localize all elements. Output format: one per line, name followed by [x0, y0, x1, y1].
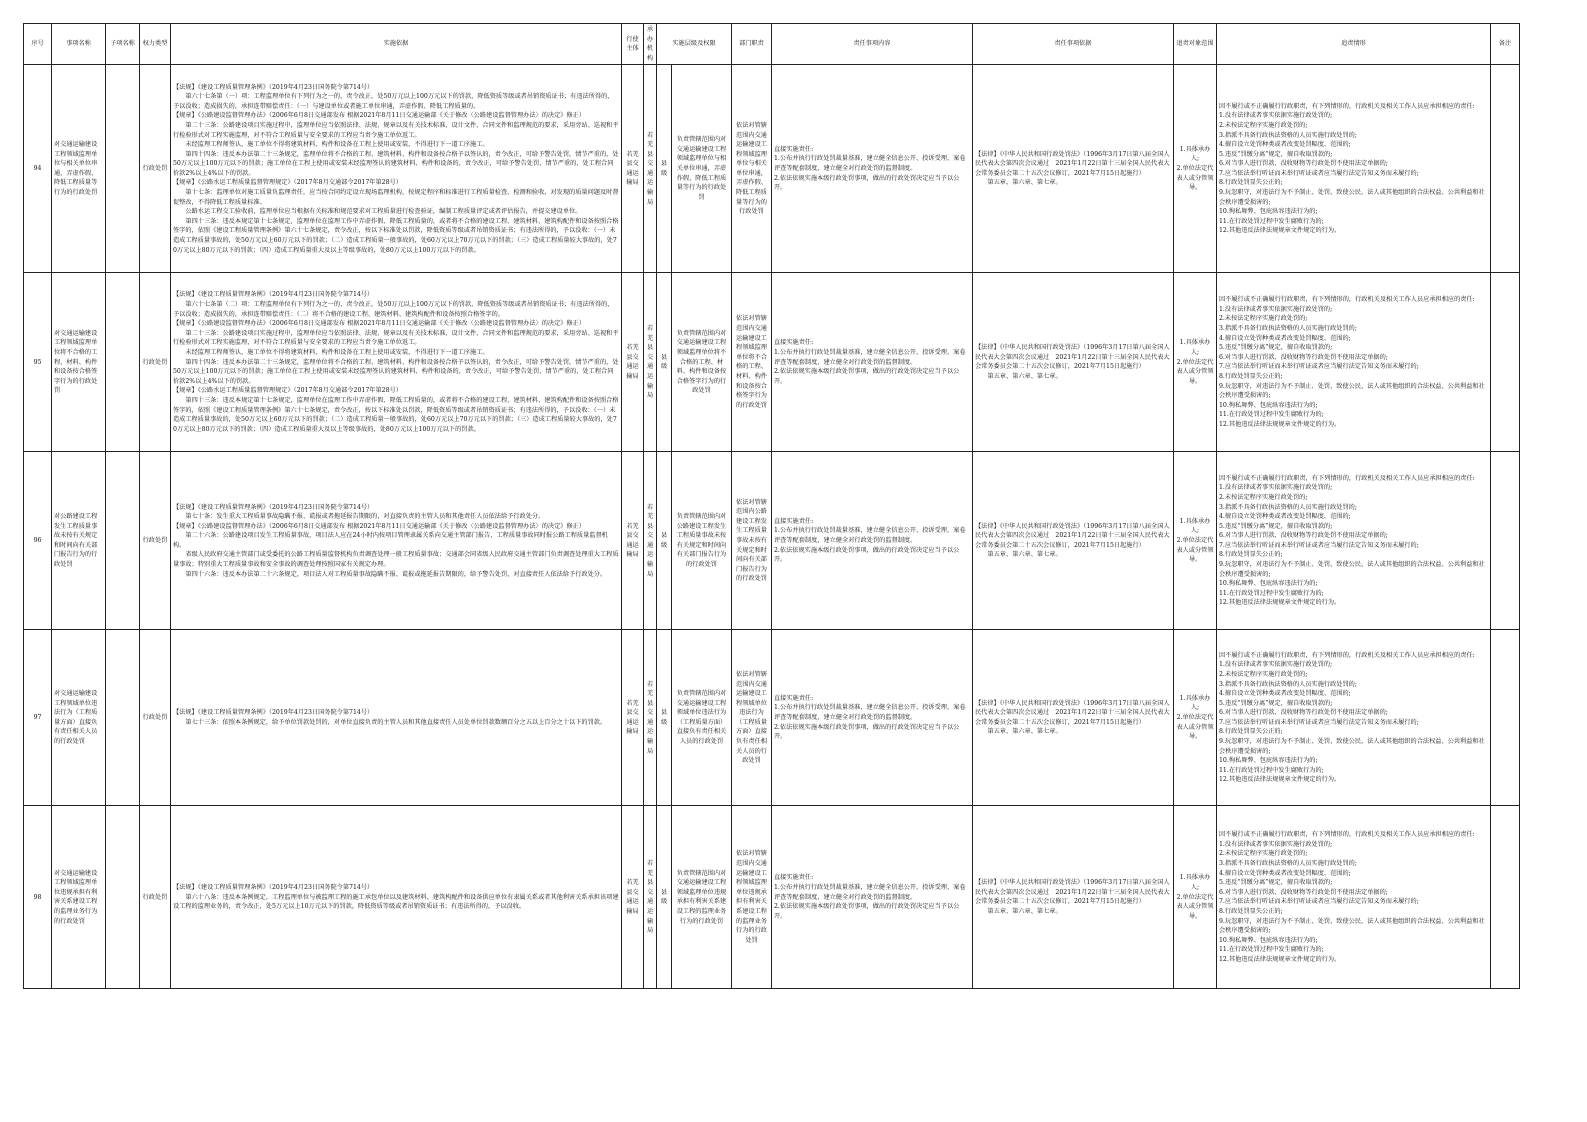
text-line: 6.对当事人进行罚款、没收财物等行政处罚不使用法定单据的; — [1219, 353, 1388, 361]
item-name-text: 对交通运输建设工程领域监理单位违规承担有利害关系建设工程的监理业务行为的行政处罚 — [54, 869, 98, 925]
text-line: 第五章、第六章、第七章。 — [987, 907, 1062, 915]
text-line: 3.指派不具备行政执法资格的人员实施行政处罚的; — [1219, 325, 1357, 332]
dept-duty-text: 依法对管辖范围内交通运输建设工程领域监理单位违规承担有利害关系建设工程的监理业务行为的行政处罚 — [736, 850, 767, 944]
text-line: 9.玩忽职守，对违法行为不予制止、处罚，致使公民、法人或其他组织的合法权益、公共利益和社会秩序遭受损害的; — [1219, 917, 1485, 935]
text-line: 【规章】《公路水运工程质量监督管理规定》（2017年8月交通部令2017年第28号） — [173, 387, 402, 395]
text-line: 1.具体承办人; — [1179, 339, 1211, 356]
text-line: 1.具体承办人; — [1179, 874, 1211, 891]
accountability-scope — [1174, 806, 1217, 989]
dept-duty — [732, 806, 772, 989]
text-line: 直接实施责任: — [774, 517, 814, 525]
item-name — [52, 273, 106, 452]
level-scope — [672, 806, 732, 989]
table-row — [24, 273, 1520, 452]
text-line: 6.对当事人进行罚款、没收财物等行政处罚不使用法定单据的; — [1219, 709, 1388, 717]
accountability-cases — [1217, 630, 1491, 806]
accountability-scope — [1174, 630, 1217, 806]
row-number — [24, 65, 52, 273]
subject-text: 若羌县交通运输局 — [626, 344, 639, 380]
subject-text: 若羌县交通运输局 — [626, 150, 639, 187]
text-line: 2.未按法定程序实施行政处罚的; — [1219, 850, 1308, 858]
text-line: 【法律】《中华人民共和国行政处罚法》（1996年3月17日第八届全国人民代表大会第四次会议通过 2021年1月22日第十三届全国人民代表大会常务委员会第二十五次会议修订，2021年7月15日起施行） — [975, 879, 1170, 906]
duty-basis — [973, 452, 1174, 630]
duty-content — [772, 452, 973, 630]
text-line: 4.擅自设立处罚种类或者改变处罚幅度、范围的; — [1219, 869, 1351, 877]
text-line: 8.行政处罚显失公正的; — [1219, 907, 1283, 915]
text-line: 直接实施责任: — [774, 694, 814, 702]
level-scope — [672, 630, 732, 806]
text-line: 第二十六条：公路建设项目发生工程质量事故，项目法人应在24小时内按项目管理隶属关系向交通主管部门报告，工程质量事故同时报公路工程质量监督机构。 — [173, 532, 608, 549]
text-line: 直接实施责任: — [774, 339, 814, 347]
accountability-scope — [1174, 273, 1217, 452]
text-line: 第五章、第六章、第七章。 — [987, 372, 1062, 380]
text-line: 因不履行或不正确履行行政职责，有下列情形的，行政机关及相关工作人员应承担相应的责任: — [1219, 296, 1475, 304]
text-line: 11.在行政处罚过程中发生腐败行为的; — [1219, 766, 1324, 774]
subject — [622, 452, 644, 630]
text-line: 9.玩忽职守，对违法行为不予制止、处罚，致使公民、法人或其他组织的合法权益、公共利益和社会秩序遭受损害的; — [1219, 561, 1485, 578]
text-line: 2.依法依规实施本级行政处罚事项，做出的行政处罚决定应当予以公开。 — [774, 546, 960, 564]
text-line: 12.其他违反法律法规规章文件规定的行为。 — [1219, 599, 1341, 607]
remark — [1491, 806, 1520, 989]
text-line: 【法规】《建设工程质量管理条例》（2019年4月23日国务院令第714号） — [173, 503, 374, 511]
text-line: 1.没有法律或者事实依据实施行政处罚的; — [1219, 112, 1333, 120]
row-number — [24, 630, 52, 806]
text-line: 3.指派不具备行政执法资格的人员实施行政处罚的; — [1219, 503, 1357, 511]
item-name-text: 对交通运输建设工程领域监理单位与相关单位串通，弄虚作假、降低工程质量等行为的行政处罚 — [54, 141, 98, 197]
text-line: 4.擅自设立处罚种类或者改变处罚幅度、范围的; — [1219, 690, 1351, 698]
text-line: 【法规】《建设工程质量管理条例》（2019年4月23日国务院令第714号） — [173, 291, 374, 299]
accountability-cases — [1217, 452, 1491, 630]
level-scope-text: 负责管辖范围内对交通运输建设工程领域监理单位违规承担有利害关系建设工程的监理业务行为的行政处罚 — [676, 869, 727, 925]
duty-content — [772, 273, 973, 452]
text-line: 【法规】《建设工程质量管理条例》（2019年4月23日国务院令第714号） — [173, 83, 374, 91]
text-line: 10.徇私舞弊、包庇纵容违法行为的; — [1219, 757, 1318, 765]
remark — [1491, 65, 1520, 273]
level-scope-text: 负责管辖范围内对交通运输建设工程领域单位违法行为（工程质量方面）直接负有责任相关人员的行政处罚 — [676, 690, 727, 746]
text-line: 省级人民政府交通主管部门或受委托的公路工程质量监督机构负责调查处理一般工程质量事故；交通部会同省级人民政府交通主管部门负责调查处理重大工程质量事故；特别重大工程质量事故和安全事故的调查处理按照国家有关规定办理。 — [173, 551, 619, 569]
power-type-text: 行政处罚 — [142, 358, 168, 366]
org — [644, 273, 657, 452]
text-line: 2.未按法定程序实施行政处罚的; — [1219, 315, 1308, 323]
text-line: 因不履行或不正确履行行政职责，有下列情形的，行政机关及相关工作人员应承担相应的责任: — [1219, 474, 1475, 482]
text-line: 7.应当依法举行听证而未举行听证或者应当履行法定告知义务而未履行的; — [1219, 363, 1419, 371]
text-line: 第四十四条：违反本办法第二十三条规定，监理单位将不合格的工程、建筑材料、构件和设备按合格予以签认的，责令改正，可给予警告处罚，情节严重的，处50万元以上100万元以下的罚款；施工单位在工程上使用或安装未经监理签认的建筑材料、构件和设备的，责令改正，可给予警告处罚，情节严重的，处工程合同价款2%以上4%以下的罚款。 — [173, 150, 619, 177]
power-type — [140, 65, 171, 273]
text-line: 9.玩忽职守，对违法行为不予制止、处罚，致使公民、法人或其他组织的合法权益、公共利益和社会秩序遭受损害的; — [1219, 382, 1485, 400]
text-line: 4.擅自设立处罚种类或者改变处罚幅度、范围的; — [1219, 141, 1351, 149]
item-name — [52, 452, 106, 630]
text-line: 第六十七条第（二）项：工程监理单位有下列行为之一的，责令改正，处50万元以上100万元以下的罚款，降低资质等级或者吊销资质证书；有违法所得的，予以没收；造成损失的，承担连带赔偿责任：（二）将不合格的建设工程、建筑材料、建筑构配件和设备按照合格签字的。 — [173, 301, 614, 318]
text-line: 因不履行或不正确履行行政职责，有下列情形的，行政机关及相关工作人员应承担相应的责任: — [1219, 651, 1475, 659]
text-line: 12.其他违反法律法规规章文件规定的行为。 — [1219, 420, 1341, 428]
header-duty-basis: 责任事项依据 — [973, 24, 1174, 65]
header-remark: 备注 — [1491, 24, 1520, 65]
subitem-name — [106, 806, 140, 989]
text-line: 【规章】《公路建设监督管理办法》（2006年6月8日交通部发布 根据2021年8月11日交通运输部《关于修改〈公路建设监督管理办法〉的决定》修正） — [173, 522, 586, 530]
table-row — [24, 65, 1520, 273]
text-line: 8.行政处罚显失公正的; — [1219, 551, 1283, 559]
row-number-text: 96 — [33, 537, 42, 545]
subitem-name — [106, 65, 140, 273]
header-duty-content: 责任事项内容 — [772, 24, 973, 65]
text-line: 7.应当依法举行听证而未举行听证或者应当履行法定告知义务而未履行的; — [1219, 169, 1419, 177]
text-line: 2.未按法定程序实施行政处罚的; — [1219, 670, 1308, 678]
power-type — [140, 452, 171, 630]
text-line: 2.未按法定程序实施行政处罚的; — [1219, 121, 1308, 129]
text-line: 12.其他违反法律法规规章文件规定的行为。 — [1219, 776, 1341, 784]
text-line: 3.指派不具备行政执法资格的人员实施行政处罚的; — [1219, 131, 1357, 139]
org-text: 若羌县交通运输局 — [647, 131, 654, 206]
text-line: 5.违反“罚缴分离”规定，擅自收取罚款的; — [1219, 879, 1333, 887]
row-number — [24, 806, 52, 989]
dept-duty-text: 依法对管辖范围内公路建设工程发生工程质量事故未按有关规定和时间向有关部门报告行为的行政处罚 — [736, 498, 767, 583]
text-line: 1.公布并执行行政处罚裁量基准，建立健全信息公开、投诉受理、案卷评查等配套制度，建立健全对行政处罚的监督制度。 — [774, 155, 966, 173]
subject-text: 若羌县交通运输局 — [626, 522, 639, 559]
text-line: 第四十三条：违反本规定第十七条规定，监理单位在监理工作中弄虚作假、降低工程质量的，或者将不合格的建设工程、建筑材料、建筑构配件和设备按照合格签字的，依照《建设工程质量管理条例》第六十七条规定，责令改正，按以下标准处以罚款，降低资质等级或者吊销资质证书；有违法所得的，予以没收：（一）未造成工程质量事故的，处50万元以上60万元以下的罚款；（二）造成工程质量一般事故的，处60万元以上70万元以下的罚款；（三）造成工程质量较大事故的，处70万元以上80万元以下的罚款；（四）造成工程质量重大及以上等级事故的，处80万元以上100万元以下的罚款。 — [173, 396, 619, 433]
item-name — [52, 630, 106, 806]
text-line: 2.单位法定代表人或分管领导。 — [1176, 358, 1214, 385]
text-line: 【法律】《中华人民共和国行政处罚法》（1996年3月17日第八届全国人民代表大会第四次会议通过 2021年1月22日第十三届全国人民代表大会常务委员会第二十五次会议修订，2021年7月15日起施行） — [975, 150, 1170, 177]
text-line: 直接实施责任: — [774, 145, 814, 153]
text-line: 11.在行政处罚过程中发生腐败行为的; — [1219, 411, 1324, 419]
text-line: 11.在行政处罚过程中发生腐败行为的; — [1219, 946, 1324, 954]
power-type-text: 行政处罚 — [142, 893, 168, 901]
text-line: 9.玩忽职守，对违法行为不予制止、处罚，致使公民、法人或其他组织的合法权益、公共利益和社会秩序遭受损害的; — [1219, 189, 1485, 206]
header-subject: 行使主体 — [622, 24, 644, 65]
table-row — [24, 452, 1520, 630]
text-line: 1.没有法律或者事实依据实施行政处罚的; — [1219, 661, 1333, 669]
text-line: 2.依法依规实施本级行政处罚事项，做出的行政处罚决定应当予以公开。 — [774, 723, 960, 741]
text-line: 第七十三条：依照本条例规定，给予单位罚款处罚的，对单位直接负责的主管人员和其他直接责任人员处单位罚款数额百分之五以上百分之十以下的罚款。 — [185, 718, 607, 726]
text-line: 因不履行或不正确履行行政职责，有下列情形的，行政机关及相关工作人员应承担相应的责任: — [1219, 831, 1475, 839]
text-line: 第六十八条：违反本条例规定，工程监理单位与被监理工程的施工承包单位以及建筑材料、建筑构配件和设备供应单位有隶属关系或者其他利害关系承担该项建设工程的监理业务的，责令改正，处5万元以上10万元以下的罚款，降低资质等级或者吊销资质证书；有违法所得的，予以没收。 — [173, 893, 619, 911]
text-line: 1.公布并执行行政处罚裁量基准，建立健全信息公开、投诉受理、案卷评查等配套制度，建立健全对行政处罚的监督制度。 — [774, 527, 966, 545]
level-scope — [672, 273, 732, 452]
text-line: 10.徇私舞弊、包庇纵容违法行为的; — [1219, 401, 1318, 409]
text-line: 【法律】《中华人民共和国行政处罚法》（1996年3月17日第八届全国人民代表大会第四次会议通过 2021年1月22日第十三届全国人民代表大会常务委员会第二十五次会议修订，2021年7月15日起施行） — [975, 699, 1170, 726]
text-line: 第五章、第六章、第七章。 — [987, 551, 1062, 559]
text-line: 12.其他违反法律法规规章文件规定的行为。 — [1219, 955, 1341, 963]
text-line: 2.单位法定代表人或分管领导。 — [1176, 165, 1214, 192]
text-line: 【规章】《公路建设监督管理办法》（2006年6月8日交通部发布 根据2021年8月11日交通运输部《关于修改〈公路建设监督管理办法〉的决定》修正） — [173, 112, 586, 120]
level-text: 县级 — [661, 709, 668, 726]
power-type-text: 行政处罚 — [142, 165, 168, 173]
subject — [622, 65, 644, 273]
text-line: 第四十三条：违反本规定第十七条规定，监理单位在监理工作中弄虚作假、降低工程质量的，或者将不合格的建设工程、建筑材料、建筑构配件和设备按照合格签字的，依照《建设工程质量管理条例》第六十七条规定，责令改正，按以下标准处以罚款，降低资质等级或者吊销资质证书；有违法所得的，予以没收：（一）未造成工程质量事故的，处50万元以上60万元以下的罚款；（二）造成工程质量一般事故的，处60万元以上70万元以下的罚款；（三）造成工程质量较大事故的，处70万元以上80万元以下的罚款；（四）造成工程质量重大及以上等级事故的，处80万元以上100万元以下的罚款。 — [173, 217, 619, 254]
basis — [171, 630, 622, 806]
text-line: 直接实施责任: — [774, 874, 814, 882]
level-scope-text: 负责管辖范围内对交通运输建设工程领域监理单位与相关单位串通，弄虚作假、降低工程质量等行为的行政处罚 — [676, 136, 727, 201]
org-text: 若羌县交通运输局 — [647, 503, 654, 578]
subject — [622, 273, 644, 452]
accountability-cases — [1217, 273, 1491, 452]
basis — [171, 452, 622, 630]
duty-content — [772, 806, 973, 989]
header-row — [24, 24, 1520, 65]
level-text: 县级 — [661, 888, 668, 906]
header-no: 序号 — [24, 24, 52, 65]
level — [657, 630, 672, 806]
dept-duty-text: 依法对管辖范围内交通运输建设工程领域单位违法行为（工程质量方面）直接负有责任相关人员的行政处罚 — [736, 670, 767, 765]
dept-duty-text: 依法对管辖范围内交通运输建设工程领域监理单位将不合格的工程、材料、构件和设备按合格签字行为的行政处罚 — [736, 315, 767, 409]
accountability-scope — [1174, 65, 1217, 273]
level-text: 县级 — [661, 160, 668, 177]
text-line: 10.徇私舞弊、包庇纵容违法行为的; — [1219, 936, 1318, 944]
org-text: 若羌县交通运输局 — [647, 680, 654, 755]
dept-duty-text: 依法对管辖范围内交通运输建设工程领域监理单位与相关单位串通，弄虚作假、降低工程质量等行为的行政处罚 — [736, 121, 767, 216]
text-line: 第五章、第六章、第七章。 — [987, 728, 1062, 736]
header-org: 承办机构 — [644, 24, 657, 65]
text-line: 【规章】《公路建设监督管理办法》（2006年6月8日交通部发布 根据2021年8月11日交通运输部《关于修改〈公路建设监督管理办法〉的决定》修正） — [173, 320, 586, 328]
row-number — [24, 452, 52, 630]
header-cases: 追责情形 — [1217, 24, 1491, 65]
text-line: 1.没有法律或者事实依据实施行政处罚的; — [1219, 484, 1333, 492]
basis — [171, 806, 622, 989]
text-line: 2.单位法定代表人或分管领导。 — [1176, 714, 1214, 741]
text-line: 7.应当依法举行听证而未举行听证或者应当履行法定告知义务而未履行的; — [1219, 718, 1419, 726]
text-line: 5.违反“罚缴分离”规定，擅自收取罚款的; — [1219, 699, 1333, 707]
org — [644, 65, 657, 273]
text-line: 5.违反“罚缴分离”规定，擅自收取罚款的; — [1219, 150, 1333, 158]
text-line: 1.具体承办人; — [1179, 145, 1211, 163]
subject-text: 若羌县交通运输局 — [626, 879, 639, 915]
text-line: 1.没有法律或者事实依据实施行政处罚的; — [1219, 305, 1333, 313]
remark — [1491, 630, 1520, 806]
text-line: 7.应当依法举行听证而未举行听证或者应当履行法定告知义务而未履行的; — [1219, 541, 1419, 549]
duty-content — [772, 630, 973, 806]
header-dept-duty: 部门职责 — [732, 24, 772, 65]
subject-text: 若羌县交通运输局 — [626, 699, 639, 736]
responsibility-table — [23, 23, 1520, 989]
text-line: 1.具体承办人; — [1179, 694, 1211, 712]
level-text: 县级 — [661, 353, 668, 371]
row-number-text: 95 — [33, 358, 42, 366]
text-line: 第六十七条第（一）项：工程监理单位有下列行为之一的，责令改正，处50万元以上100万元以下的罚款，降低资质等级或者吊销资质证书；有违法所得的，予以没收；造成损失的，承担连带赔偿责任：（一）与建设单位或者施工单位串通，弄虚作假、降低工程质量的。 — [173, 93, 614, 110]
remark — [1491, 452, 1520, 630]
text-line: 第四十四条：违反本办法第二十三条规定，监理单位将不合格的工程、建筑材料、构件和设备按合格予以签认的，责令改正，可给予警告处罚，情节严重的，处50万元以上100万元以下的罚款；施工单位在工程上使用或安装未经监理签认的建筑材料、构件和设备的，责令改正，可给予警告处罚，情节严重的，处工程合同价款2%以上4%以下的罚款。 — [173, 358, 619, 385]
power-type-text: 行政处罚 — [142, 537, 168, 545]
text-line: 【法规】《建设工程质量管理条例》（2019年4月23日国务院令第714号） — [173, 883, 374, 891]
item-name — [52, 806, 106, 989]
duty-basis — [973, 630, 1174, 806]
text-line: 2.依法依规实施本级行政处罚事项，做出的行政处罚决定应当予以公开。 — [774, 368, 960, 385]
text-line: 4.擅自设立处罚种类或者改变处罚幅度、范围的; — [1219, 513, 1351, 521]
header-scope: 追责对象范围 — [1174, 24, 1217, 65]
accountability-cases — [1217, 806, 1491, 989]
dept-duty — [732, 65, 772, 273]
text-line: 8.行政处罚显失公正的; — [1219, 728, 1283, 736]
text-line: 1.公布并执行行政处罚裁量基准，建立健全信息公开、投诉受理、案卷评查等配套制度，建立健全对行政处罚的监督制度。 — [774, 883, 966, 901]
text-line: 6.对当事人进行罚款、没收财物等行政处罚不使用法定单据的; — [1219, 532, 1388, 540]
text-line: 8.行政处罚显失公正的; — [1219, 372, 1283, 380]
text-line: 6.对当事人进行罚款、没收财物等行政处罚不使用法定单据的; — [1219, 888, 1388, 896]
dept-duty — [732, 630, 772, 806]
power-type — [140, 273, 171, 452]
power-type-text: 行政处罚 — [142, 714, 168, 722]
row-number-text: 94 — [33, 165, 42, 173]
basis — [171, 273, 622, 452]
duty-basis — [973, 806, 1174, 989]
duty-basis — [973, 65, 1174, 273]
text-line: 10.徇私舞弊、包庇纵容违法行为的; — [1219, 580, 1318, 588]
text-line: 1.没有法律或者事实依据实施行政处罚的; — [1219, 840, 1333, 848]
org-text: 若羌县交通运输局 — [647, 860, 654, 935]
text-line: 7.应当依法举行听证而未举行听证或者应当履行法定告知义务而未履行的; — [1219, 898, 1419, 906]
text-line: 未经监理工程师签认，施工单位不得将建筑材料、构件和设备在工程上使用或安装，不得进行下一道工序施工。 — [185, 141, 489, 149]
text-line: 公路水运工程交工验收前，监理单位应当根据有关标准和规范要求对工程质量进行检查验证，编制工程质量评定或者评估报告，并提交建设单位。 — [185, 208, 582, 216]
subitem-name — [106, 452, 140, 630]
level — [657, 452, 672, 630]
accountability-scope — [1174, 452, 1217, 630]
org — [644, 630, 657, 806]
row-number-text: 98 — [33, 893, 42, 901]
level-scope — [672, 65, 732, 273]
level-scope-text: 负责管辖范围内对公路建设工程发生工程质量事故未按有关规定和时间向有关部门报告行为的行政处罚 — [676, 513, 727, 569]
text-line: 1.公布并执行行政处罚裁量基准，建立健全信息公开、投诉受理、案卷评查等配套制度，建立健全对行政处罚的监督制度。 — [774, 348, 966, 366]
text-line: 8.行政处罚显失公正的; — [1219, 179, 1283, 187]
subject — [622, 630, 644, 806]
text-line: 第七十条：发生重大工程质量事故隐瞒不报、谎报或者拖延报告期限的，对直接负责的主管人员和其他责任人员依法给予行政处分。 — [185, 513, 545, 521]
org — [644, 452, 657, 630]
item-name-text: 对交通运输建设工程领域单位违法行为（工程质量方面）直接负有责任相关人员的行政处罚 — [54, 690, 98, 746]
header-subitem: 子项名称 — [106, 24, 140, 65]
table-row — [24, 806, 1520, 989]
level-text: 县级 — [661, 532, 668, 549]
text-line: 第二十三条：公路建设项目实施过程中，监理单位应当依照法律、法规、规章以及有关技术标准、设计文件、合同文件和监理规范的要求，采用旁站、巡视和平行检验形式对工程实施监理，对不符合工程质量与安全要求的工程应当责令施工单位返工。 — [173, 121, 619, 139]
text-line: 2.单位法定代表人或分管领导。 — [1176, 537, 1214, 564]
text-line: 11.在行政处罚过程中发生腐败行为的; — [1219, 589, 1324, 597]
level — [657, 806, 672, 989]
org — [644, 806, 657, 989]
remark — [1491, 273, 1520, 452]
text-line: 1.具体承办人; — [1179, 517, 1211, 535]
table-row — [24, 630, 1520, 806]
duty-basis — [973, 273, 1174, 452]
subject — [622, 806, 644, 989]
accountability-cases — [1217, 65, 1491, 273]
text-line: 未经监理工程师签认，施工单位不得将建筑材料、构件和设备在工程上使用或安装，不得进行下一道工序施工。 — [185, 348, 489, 356]
subitem-name — [106, 273, 140, 452]
duty-content — [772, 65, 973, 273]
subitem-name — [106, 630, 140, 806]
text-line: 3.指派不具备行政执法资格的人员实施行政处罚的; — [1219, 860, 1357, 867]
text-line: 11.在行政处罚过程中发生腐败行为的; — [1219, 217, 1324, 225]
text-line: 9.玩忽职守，对违法行为不予制止、处罚，致使公民、法人或其他组织的合法权益、公共利益和社会秩序遭受损害的; — [1219, 738, 1485, 755]
text-line: 1.公布并执行行政处罚裁量基准，建立健全信息公开、投诉受理、案卷评查等配套制度，建立健全对行政处罚的监督制度。 — [774, 704, 966, 722]
row-number-text: 97 — [33, 714, 42, 722]
item-name — [52, 65, 106, 273]
text-line: 2.依法依规实施本级行政处罚事项，做出的行政处罚决定应当予以公开。 — [774, 903, 960, 920]
level-scope-text: 负责管辖范围内对交通运输建设工程领域监理单位将不合格的工程、材料、构件和设备按合格签字行为的行政处罚 — [676, 329, 727, 395]
text-line: 12.其他违反法律法规规章文件规定的行为。 — [1219, 227, 1341, 235]
text-line: 因不履行或不正确履行行政职责，有下列情形的，行政机关及相关工作人员应承担相应的责任: — [1219, 102, 1475, 110]
header-power-type: 权力类型 — [140, 24, 171, 65]
header-name: 事项名称 — [52, 24, 106, 65]
org-text: 若羌县交通运输局 — [647, 325, 654, 400]
text-line: 第十七条：监理单位对施工质量负监理责任，应当按合同约定设立现场监理机构，按规定程序和标准进行工程质量检查、检测和验收，对发现的质量问题及时督促整改，不得降低工程质量标准。 — [173, 189, 619, 206]
basis — [171, 65, 622, 273]
text-line: 5.违反“罚缴分离”规定，擅自收取罚款的; — [1219, 344, 1333, 352]
level — [657, 273, 672, 452]
header-level: 实施层级及权限 — [657, 24, 732, 65]
text-line: 5.违反“罚缴分离”规定，擅自收取罚款的; — [1219, 522, 1333, 530]
text-line: 2.未按法定程序实施行政处罚的; — [1219, 493, 1308, 501]
dept-duty — [732, 452, 772, 630]
text-line: 4.擅自设立处罚种类或者改变处罚幅度、范围的; — [1219, 334, 1351, 342]
level-scope — [672, 452, 732, 630]
text-line: 【法律】《中华人民共和国行政处罚法》（1996年3月17日第八届全国人民代表大会第四次会议通过 2021年1月22日第十三届全国人民代表大会常务委员会第二十五次会议修订，2021年7月15日起施行） — [975, 522, 1170, 549]
text-line: 2.单位法定代表人或分管领导。 — [1176, 893, 1214, 920]
item-name-text: 对公路建设工程发生工程质量事故未按有关规定和时间向有关部门报告行为的行政处罚 — [54, 513, 98, 569]
text-line: 10.徇私舞弊、包庇纵容违法行为的; — [1219, 208, 1318, 216]
dept-duty — [732, 273, 772, 452]
header-basis: 实施依据 — [171, 24, 622, 65]
text-line: 【法规】《建设工程质量管理条例》（2019年4月23日国务院令第714号） — [173, 709, 374, 717]
text-line: 【规章】《公路水运工程质量监督管理规定》（2017年8月交通部令2017年第28号） — [173, 179, 402, 187]
text-line: 第五章、第六章、第七章。 — [987, 179, 1062, 187]
text-line: 2.依法依规实施本级行政处罚事项，做出的行政处罚决定应当予以公开。 — [774, 174, 960, 192]
row-number — [24, 273, 52, 452]
text-line: 第二十三条：公路建设项目实施过程中，监理单位应当依照法律、法规、规章以及有关技术标准、设计文件、合同文件和监理规范的要求，采用旁站、巡视和平行检验形式对工程实施监理，对不符合工程质量与安全要求的工程应当责令施工单位返工。 — [173, 329, 619, 347]
power-type — [140, 806, 171, 989]
text-line: 3.指派不具备行政执法资格的人员实施行政处罚的; — [1219, 680, 1357, 688]
power-type — [140, 630, 171, 806]
text-line: 6.对当事人进行罚款、没收财物等行政处罚不使用法定单据的; — [1219, 160, 1388, 168]
item-name-text: 对交通运输建设工程领域监理单位将不合格的工程、材料、构件和设备按合格签字行为的行政处罚 — [54, 329, 98, 395]
level — [657, 65, 672, 273]
text-line: 第四十六条：违反本办法第二十六条规定，项目法人对工程质量事故隐瞒不报、谎报或拖延报告期限的，给予警告处罚，对直接责任人依法给予行政处分。 — [185, 570, 607, 578]
text-line: 【法律】《中华人民共和国行政处罚法》（1996年3月17日第八届全国人民代表大会第四次会议通过 2021年1月22日第十三届全国人民代表大会常务委员会第二十五次会议修订，2021年7月15日起施行） — [975, 344, 1170, 371]
